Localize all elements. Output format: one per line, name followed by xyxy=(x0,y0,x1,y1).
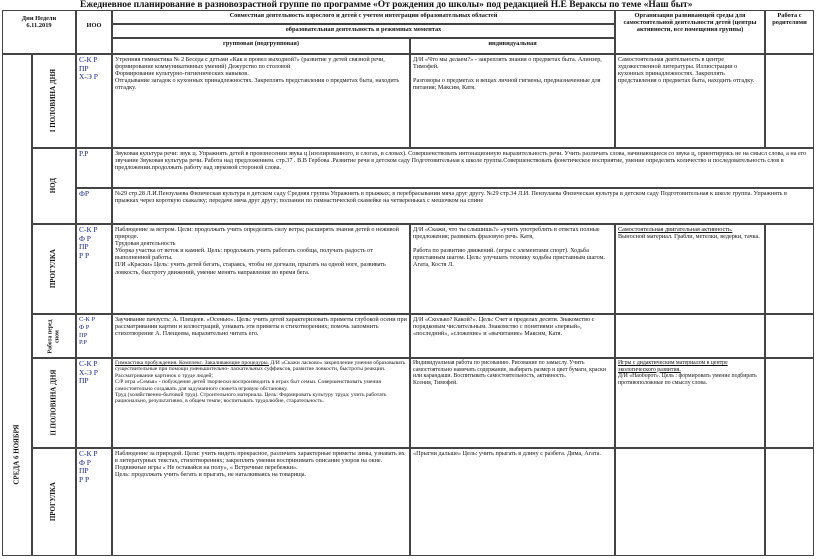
afternoon-environment-text: Д/И «Наоборот». Цель : формировать умение подбирать противоположные по смыслу слова. xyxy=(618,373,757,386)
individual-header: индивидуальная xyxy=(410,38,615,54)
walk-2-environment xyxy=(615,448,765,556)
walk-2-individual-activity: «Прыгни дальше» Цель: учить прыгать в длину с разбега. Дима, Агата. xyxy=(410,448,615,556)
day-name: СРЕДА 6 НОЯБРЯ xyxy=(2,54,32,556)
walk-1-codes: С-К Р Ф Р ПР Р Р xyxy=(76,224,112,314)
before-sleep-codes: С-К Р Ф Р ПР Р.Р xyxy=(76,314,112,358)
joint-activity-header: Совместная деятельность взрослого и детей с учетом интеграции образовательных областей xyxy=(112,10,615,24)
page-title: Ежедневное планирование в разновозрастной группе по программе «От рождения до школы» под редакцией Н.Е Вераксы по теме «Наш быт» xyxy=(80,0,693,10)
nod-code-speech: Р.Р xyxy=(76,148,112,188)
walk-2-parents xyxy=(765,448,814,556)
morning-environment: Самостоятельная деятельность в центре художественной литературы. Иллюстрации о кухонных принадлежностях. Закреплять представления о предметах быта, находить отгадку. xyxy=(615,54,765,148)
morning-group-activity: Утренняя гимнастика № 2 Беседа с детьми «Как я провел выходной?» (развитие у детей связной речи, формирование коммуникативных умений) Дежурство по столовой Формирование культурно-гигиенических навыков. Отгадывание загадок о кухонных принадлежностях. Закреплять представления о предметах быта, находить отгадку. xyxy=(112,54,410,148)
regime-moments-header: образовательная деятельность в режимных моментах xyxy=(112,24,615,38)
environment-header: Организация развивающей среды для самостоятельной деятельности детей (центры активности, все помещения группы) xyxy=(615,10,765,54)
walk-2-group-activity: Наблюдение за природой. Цели: учить видеть прекрасное, различать характерные приметы зимы, узнавать их в литературных текстах, стихотворениях; закреплять умения воспринимать описание узоров на окне. Подвижные игры « Не оставайся на полу», « Встречные перебежки». Цель: продолжать учить бегать и прыгать, не наталкиваясь на товарища. xyxy=(112,448,410,556)
ioo-label: ИОО xyxy=(86,22,102,29)
afternoon-parents xyxy=(765,358,814,448)
afternoon-individual-activity: Индивидуальная работа по рисованию. Рисование по замыслу. Учить самостоятельно намечать содержание, выбирать размер и цвет бумаги, краски или карандаши. Воспитывать самостоятельность, активность. Ксения, Тимофей. xyxy=(410,358,615,448)
morning-individual-activity: Д/И «Что мы делаем?» - закреплять знания о предметах быта. Алинзер, Тимофей. Разговоры о предметах и вещах личной гигиены, предназначенные для питания; Максим, Катя. xyxy=(410,54,615,148)
walk-1-label: ПРОГУЛКА xyxy=(32,224,76,314)
morning-parents xyxy=(765,54,814,148)
afternoon-group-title: Гимнастика пробуждения. Комплекс. Закаливающие процедуры. xyxy=(115,360,269,366)
plan-table xyxy=(2,10,814,556)
afternoon-environment-title: Игры с дидактическим материалом в центре экологического развития. xyxy=(618,360,728,373)
walk-1-environment-title: Самостоятельная двигательная активность. xyxy=(618,226,733,233)
day-header xyxy=(2,10,76,54)
before-sleep-parents xyxy=(765,314,814,358)
nod-physical-text: №29 стр.28 Л.И.Пензулаева Физическая культура в детском саду Средняя группа Упражнять в прыжках; в перебрасывании мяча друг другу. №29 стр.34 Л.И. Пензулаева Физическая культура в детском саду Подготовительная к школе группа. Упражнять в прыжках через короткую скакалку; передаче мяча друг другу; ползании по гимнастической скамейке на четвереньках с мешочком на спине xyxy=(112,188,814,224)
day-label: Дни Недели xyxy=(21,15,57,22)
before-sleep-environment xyxy=(615,314,765,358)
walk-1-individual-activity: Д/И «Скажи, что ты слышишь?» «учить употреблять в ответах полные предложения; развивать фразовую речь. Катя, Работа по развитию движений. (игры с элементами спорт). Ходьба приставным шагом. Цель: улучшать технику ходьбы приставным шагом. Агата, Костя Л. xyxy=(410,224,615,314)
afternoon-group-activity xyxy=(112,358,410,448)
morning-codes: С-К Р ПР Х-Э Р xyxy=(76,54,112,148)
nod-speech-text: Звуковая культура речи: звук ц. Упражнять детей в произнесении звука ц (изолированного, в слогах, в словах). Совершенствовать интонационную выразительность речи. Учить различать слова, начинающиеся со звука ц, ориентируясь не на смысл слова, а на его звучание Звуковая культура речи. Работа над предложением. стр.37 . В.В Гербова .Развитие речи в детском саду Подготовительная к школе группа.Совершенствовать фонетическое восприятие, умение определять количество и последовательность слов в предложении.продолжать работу над звуковой стороной слова. xyxy=(112,148,814,188)
second-half-label: II ПОЛОВИНА ДНЯ xyxy=(32,358,76,448)
parents-header: Работа с родителями xyxy=(765,10,814,54)
walk-2-label: ПРОГУЛКА xyxy=(32,448,76,556)
walk-1-environment-text: Выносной материал. Грабли, метелки, ведерки, тачка. xyxy=(618,233,760,241)
before-sleep-individual-activity: Д/И «Сколько? Какой?». Цель: Счет в пределах десяти. Знакомство с порядковым числительным. Знакомство с понятиями «первый», «последний», «сложение» и «вычитание» Максим, Катя. xyxy=(410,314,615,358)
walk-1-parents xyxy=(765,224,814,314)
nod-label: НОД xyxy=(32,148,76,224)
afternoon-environment xyxy=(615,358,765,448)
walk-2-codes: С-К Р Ф Р ПР Р Р xyxy=(76,448,112,556)
nod-code-physical: ФР xyxy=(76,188,112,224)
date-label: 6.11.2019 xyxy=(26,22,52,30)
afternoon-group-text: Д/И «Скажи ласково» закрепление умения образовывать существительные при помощи уменьшительно- ласкательных суффиксов, развитие ловкости, быстроты реакции. Рассматривание картинок о труде людей; С/Р игра «Семья» - побуждение детей творчески воспроизводить в играх быт семьи. Совершенствовать умения самостоятельно создавать для задуманного сюжета игровую обстановку. Труд (хозяйственно-бытовой труд). Строительного материала. Цель: Формировать культуру труда; учить работать рационально, результативно, в общем темпе; воспитывать трудолюбие, старательность. xyxy=(115,360,406,405)
before-sleep-label: Работа перед сном xyxy=(32,314,76,358)
walk-1-group-activity: Наблюдение за ветром. Цели: продолжать учить определять силу ветра; расширять знания детей о неживой природе. Трудовая деятельность Уборка участка от веток и камней. Цель: продолжать учить работать сообща, получать радость от выполненной работы. П/И «Краски» Цель: учить детей бегать, стараясь, чтобы не догнали, прыгать на одной ноге, развивать ловкость, быстроту движений, умение менять направление во время бега. xyxy=(112,224,410,314)
group-header: групповая (подгрупповая) xyxy=(112,38,410,54)
walk-1-environment xyxy=(615,224,765,314)
first-half-label: I ПОЛОВИНА ДНЯ xyxy=(32,54,76,148)
afternoon-codes: С-К Р Х-Э Р ПР xyxy=(76,358,112,448)
before-sleep-group-activity: Заучивание пачзусть: А. Плещеев. «Осенью». Цель: учить детей характеризовать приметы глубокой осени при рассматривании картин и иллюстраций, узнавать эти приметы в стихотворениях; помочь запомнить стихотворение А. Плещеева, выразительно читать его. xyxy=(112,314,410,358)
ioo-header xyxy=(76,10,112,54)
